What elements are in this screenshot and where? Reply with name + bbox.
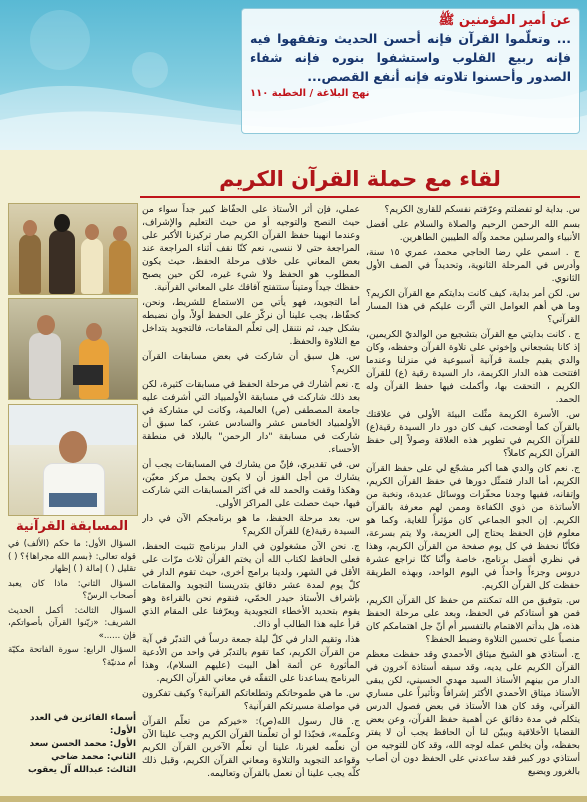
paragraph: ج. قال رسول الله(ص): «خيركم من تعلّم القرآن وعلّمه»، فحبّذا لو أن تعلّمنا القرآن الكريم وجب علينا الآن أن نعلّمه لغيرنا، علينا أن نعلّم الآخرين القرآن الكريم وقواعد التجويد والتلاوة ومعاني القرآن الكريم، وقبل ذلك كلّه يجب علينا أن نعمل بالقرآن وتعاليمه. — [142, 716, 360, 779]
paragraph: س. ما هي طموحاتكم وتطلعاتكم القرآنية؟ وكيف تفكرون في مواصلة مسيرتكم القرآنية؟ — [142, 688, 360, 712]
paragraph: س. هل سبق أن شاركت في بعض مسابقات القرآن الكريم؟ — [142, 351, 360, 375]
winner-item: الثالث: عبدالله آل يعقوب — [27, 765, 136, 775]
paragraph: ج . كانت بدايتي مع القرآن بتشجيع من الوالديّ الكريمين، إذ كانا يشجعاني وإخوتي على تلاوة القرآن وحفظه، وكان والدي يقيم جلسة قرآنية أسبوعية في منزلنا وعندما افتتحت هذه الدار الكريمة، دار السيدة رقية (ع) للقرآن الكريم ، التحقت بها، وأكملت فيها حفظ القرآن وله الحمد. — [366, 329, 580, 405]
winner-item: الأول: محمد الحسن سعد — [29, 739, 136, 749]
paragraph: ج. نحن الآن مشغولون في الدار ببرنامج تثبيت الحفظ، فعلى الحافظ لكتاب الله أن يختم القرآن ثلاث مرّات على الأقل في الشهر، ولدينا برامج أخرى، حيث تقوم الدار في كلّ يوم لمدة عشر دقائق بتدريسنا التجويد والمقامات بإشراف الأستاذ حيدر الحمّي، فنقوم نحن بالقراءة وهو يقوم بتحديد الأخطاء التجويدية ويعرّفنا على المقام الذي قرأ عليه هذا الطالب أو ذاك. — [142, 541, 360, 630]
paragraph: ج. نعم أشارك في مرحلة الحفظ في مسابقات كثيرة، لكن بعد ذلك شاركت في مسابقة الأولمبياد التي أشرفت عليه جامعة المصطفى (ص) العالمية، وكانت لي مشاركة في الأولمبياد الخامس عشر والسادس عشر، كما سبق أن شاركت في مسابقة "دار الرحمن" بالبلاد في منطقة الأحساء. — [142, 379, 360, 455]
winners-list — [8, 712, 136, 777]
photo-student-with-prize — [8, 298, 138, 400]
competition-questions — [8, 538, 136, 671]
paragraph: س. الأسرة الكريمة مثّلت البيئة الأولى في علاقتك بالقرآن كما أوضحت، كيف كان دور دار السيدة رقية(ع) للقرآن الكريم في تطوير هذه العلاقة وصولاً إلى حفظ القرآن الكريم كاملاً؟ — [366, 409, 580, 459]
paragraph: س. بعد مرحلة الحفظ، ما هو برنامجكم الآن في دار السيدة رقية(ع) للقرآن الكريم؟ — [142, 513, 360, 537]
question-item: السؤال الثالث: أكمل الحديث الشريف: «زيّنوا القرآن بأصواتكم، فإن ......» — [8, 605, 136, 641]
photo-reciting-student — [8, 404, 138, 516]
quote-box — [241, 8, 580, 134]
paragraph: س. بتوفيق من الله تمكنتم من حفظ كل القرآن الكريم، فمن هو أستاذكم في الحفظ، وبعد على مرحلة الحفظ هذه، هل بدأتم الاهتمام بالتفسير أم أنّ جل اهتمامكم كان منصباً على تحسين التلاوة وضبط الحفظ؟ — [366, 595, 580, 645]
quote-source: نهج البلاغة / الخطبة ١١٠ — [250, 88, 370, 99]
paragraph: س. في تقديري، فإنّ من يشارك في المسابقات يجب أن يشارك من أجل الفوز أن لا يكون يحمل مركز معيّن، وهكذا وقفت والحمد لله في أكثر المسابقات التي شاركت فيها، حيث حصلت على المراكز الأولى. — [142, 459, 360, 509]
competition-title: المسابقة القرآنية — [15, 519, 129, 534]
paragraph: س. بداية لو تفضلتم وعرّفتم نفسكم للقارئ الكريم؟ — [384, 204, 580, 215]
photo-award-ceremony — [8, 203, 138, 295]
article-column-middle — [142, 203, 360, 793]
quote-text: ... وتعلّموا القرآن فإنه أحسن الحديث وتفقهوا فيه فإنه ربيع القلوب واستشفوا بنوره فإنه شفاء الصدور وأحسنوا تلاوته فإنه أنفع القصص... — [250, 31, 571, 84]
winners-title: أسماء الفائزين في العدد الأول: — [29, 713, 136, 736]
headline-text: لقاء مع حملة القرآن الكريم — [219, 167, 501, 191]
question-item: السؤال الثاني: ماذا كان يعبد أصحاب الرسّ؟ — [8, 578, 136, 601]
paragraph: ج . اسمي علي رضا الحاجي محمد، عمري ١٥ سنة، وأدرس في المرحلة الثانوية، وتحديداً في الصف الأول الثانوي. — [366, 247, 580, 284]
article-headline — [140, 162, 580, 198]
paragraph: أما التجويد، فهو يأتي من الاستماع للشريط، ونحن، كحفّاظ، يجب علينا أن نركّز على الحفظ أولاً، وأن نضبطه بشكل جيد، ثم نتنقل إلى تعلّم المقامات، فالتجويد يتداخل مع التلاوة والحفظ. — [142, 297, 360, 347]
paragraph: عملي، فإن أثر الأستاذ على الحفّاظ كبير جداً سواء من حيث النصح والتوجيه أو من حيث التعليم والإشراف، وعندما انهينا حفظ القرآن الكريم صار تركيزنا الأكبر على المراجعة حتى لا ننسى، نعم كنّا نقف أثناء المراجعة عند بعض المعاني على خلاف مرحلة الحفظ، حيث يكون المطلوب هو الحفظ ولا شيء غيره، لكن حين يصبح حفظك جيداً ومتيناً ستتفتح آفاقك على المعاني القرآنية. — [142, 204, 360, 293]
winner-item: الثاني: محمد ضاحي — [51, 752, 136, 762]
question-item: السؤال الرابع: سورة الفاتحة مكيّة أم مدنيّة؟ — [8, 645, 136, 668]
paragraph: هذا، وتقيم الدار في كلّ ليلة جمعة درساً في التدبّر في آية من القرآن الكريم، كما تقوم بالتدبّر في واحد من الأدعية المأثورة عن أئمة أهل البيت (عليهم السلام)، وهذا البرنامج يساعدنا على التفقّه في معاني القرآن الكريم. — [142, 634, 360, 684]
paragraph: ج. نعم كان والدي هما أكبر مشجّع لي على حفظ القرآن الكريم، أما الدار فتمثّل دورها في حفظ القرآن الكريم، وإتقانه، ففيها وجدنا محفّزات ووسائل عديدة، ونخبة من الأساتذة من ذوي الكفاءة وممن لهم معرفة بالقرآن الكريم. إن الجو الجماعي كان مؤثراً للغاية، وكما هو معلوم فإن الحفظ يحتاج إلى العزيمة، ولا يتم بسرعة، فكأنّا نحفظ في كل يوم صفحة من القرآن الكريم، وهذا في نظري أفضل برنامج، خاصة وأنّنا كنّا نراجع عشرة دروس وجزءاً واحداً في اليوم الواحد، وبهذه الطريقة حفظت كل القرآن الكريم. — [366, 463, 580, 591]
question-item: السؤال الأول: ما حكم (الألف) في قوله تعالى: ﴿بسم الله مجراها﴾؟ ( ) تقليل ( ) إمالة ( ) إظهار — [8, 539, 136, 574]
paragraph: بسم الله الرحمن الرحيم والصلاة والسلام على أفضل الأنبياء والمرسلين محمد وآله الطيبين الطاهرين. — [366, 219, 580, 243]
quote-title: عن أمير المؤمنين ﷺ — [438, 13, 571, 28]
footer-band — [0, 796, 587, 802]
article-column-right — [366, 203, 580, 793]
paragraph: س. لكن أمر بداية، كيف كانت بدايتكم مع القرآن الكريم؟ وما هي أهم العوامل التي أثّرت عليكم في هذا المسار القرآني؟ — [366, 288, 580, 325]
paragraph: ج. أستاذي هو الشيخ ميثاق الأحمدي وقد حفظت معظم القرآن الكريم على يديه، وقد سبقه أستاذة آخرون في الدار من بينهم الأستاذ السيد مهدي الحسيني، لكن يبقى الأستاذ ميثاق الأحمدي الأكثر إشرافاً وتأثيراً على مساري القرآني، وقد كان هذا الأستاذ في بعض فصول الدرس يتكلم في مدة دقائق عن أهمية حفظ القرآن، وعن بعض القضايا الأخلاقية ويبيّن لنا أن الحافظ يجب أن لا يفتر بحفظه، وأن يخلص عمله لوجه الله، وقد كان للتوجيه من أستاذي دور كبير فقد ساعدني على الحفظ دون أن أصاب بالغرور ويضيع — [366, 649, 580, 777]
